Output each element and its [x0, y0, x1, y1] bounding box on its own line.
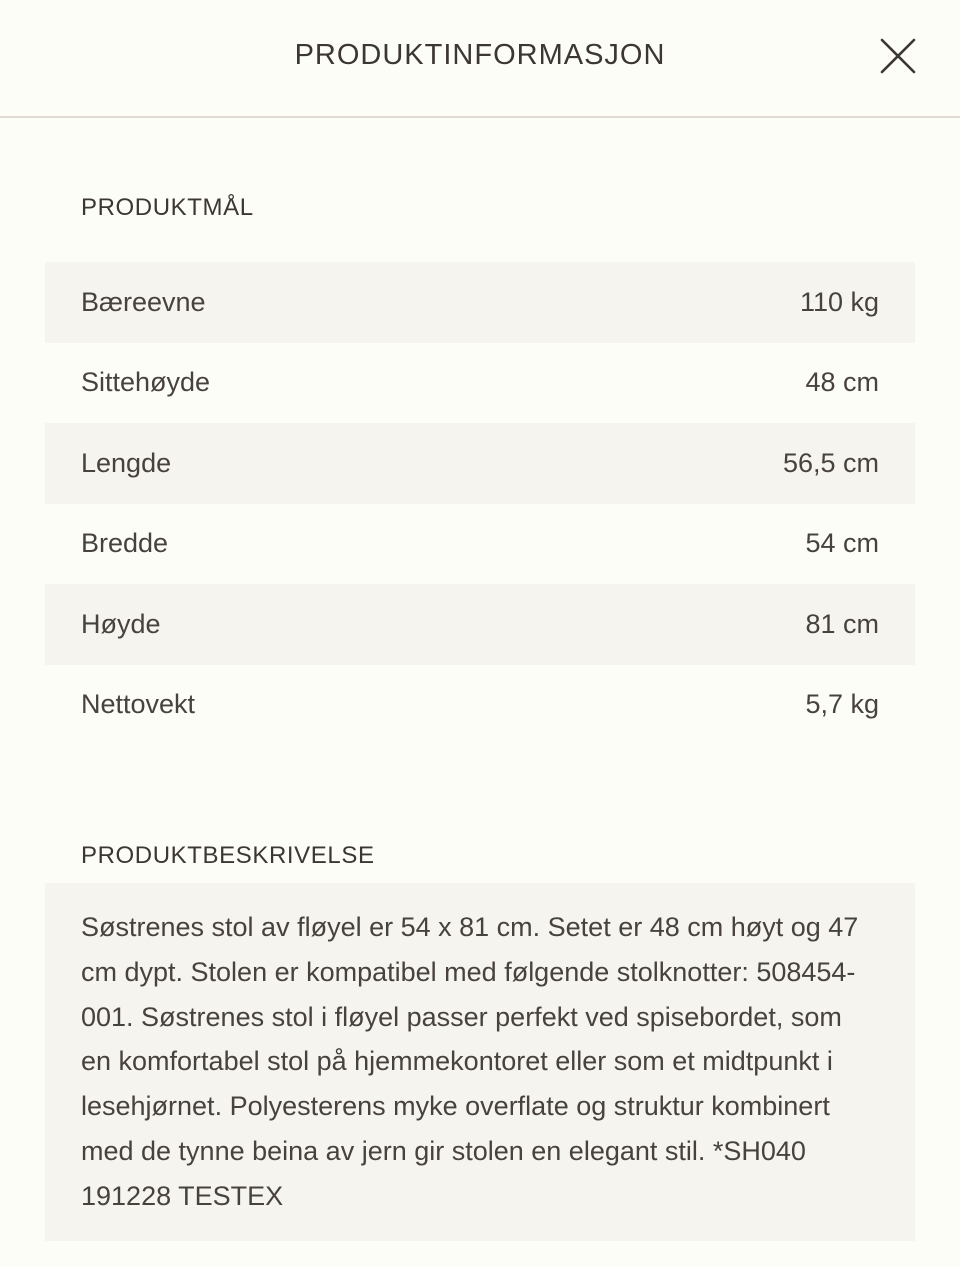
modal-title: PRODUKTINFORMASJON [294, 38, 666, 71]
description-heading: PRODUKTBESKRIVELSE [81, 842, 375, 869]
dimension-label: Bæreevne [81, 286, 206, 317]
dimension-row [45, 423, 915, 504]
dimension-row [45, 504, 915, 585]
dimensions-heading: PRODUKTMÅL [81, 194, 254, 221]
dimension-value: 56,5 cm [782, 447, 879, 478]
dimension-value: 110 kg [799, 286, 879, 317]
description-text: Søstrenes stol av fløyel er 54 x 81 cm. Setet er 48 cm høyt og 47 cm dypt. Stolen er kompatibel med følgende stolknotter: 508454-001. Søstrenes stol i fløyel passer perfekt ved spisebordet, som en komfortabel stol på hjemmekontoret eller som et midtpunkt i lesehjørnet. Polyesterens myke overflate og struktur kombinert med de tynne beina av jern gir stolen en elegant stil. *SH040 191228 TESTEX [81, 912, 859, 1211]
dimension-row [45, 665, 915, 746]
modal-header [0, 0, 960, 118]
dimensions-table [45, 262, 915, 745]
dimension-row [45, 584, 915, 665]
dimension-value: 5,7 kg [805, 689, 879, 720]
dimension-row [45, 343, 915, 424]
dimension-value: 54 cm [805, 528, 879, 559]
dimension-value: 48 cm [805, 367, 879, 398]
dimension-label: Nettovekt [81, 689, 196, 720]
dimension-label: Bredde [81, 528, 169, 559]
dimension-label: Høyde [81, 608, 161, 639]
dimension-label: Lengde [81, 447, 172, 478]
close-icon [880, 38, 916, 74]
close-button[interactable] [880, 38, 916, 74]
dimension-value: 81 cm [805, 608, 879, 639]
description-box [45, 883, 915, 1241]
dimension-row [45, 262, 915, 343]
dimension-label: Sittehøyde [81, 367, 211, 398]
